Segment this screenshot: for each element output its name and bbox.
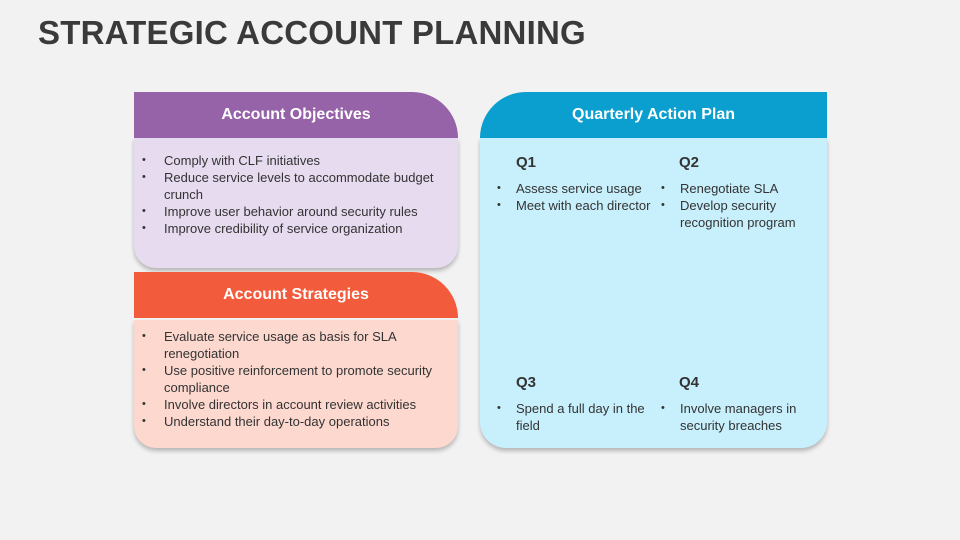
quarter-list — [659, 180, 819, 231]
quarter-q2 — [659, 154, 819, 231]
quarter-label: Q2 — [679, 154, 700, 171]
list-item: • Reduce service levels to accommodate budget crunch — [164, 169, 458, 203]
quarter-label: Q3 — [516, 374, 537, 391]
account-strategies-card — [134, 272, 458, 448]
account-objectives-list — [134, 152, 458, 237]
list-item: • Improve user behavior around security rules — [164, 203, 458, 220]
quarterly-action-plan-header — [480, 92, 827, 138]
list-item: • Involve directors in account review activities — [164, 396, 458, 413]
list-item: • Understand their day-to-day operations — [164, 413, 458, 430]
quarter-label: Q4 — [679, 374, 700, 391]
list-item: • Involve managers in security breaches — [680, 400, 819, 434]
list-item: • Spend a full day in the field — [516, 400, 655, 434]
list-item: • Develop security recognition program — [680, 197, 819, 231]
account-objectives-card — [134, 92, 458, 268]
list-item: • Comply with CLF initiatives — [164, 152, 458, 169]
list-item: • Evaluate service usage as basis for SLA renegotiation — [164, 328, 458, 362]
quarter-list — [659, 400, 819, 434]
list-item: • Renegotiate SLA — [680, 180, 819, 197]
list-item: • Use positive reinforcement to promote security compliance — [164, 362, 458, 396]
quarter-q1 — [495, 154, 655, 214]
quarter-label: Q1 — [516, 154, 537, 171]
quarter-q4 — [659, 374, 819, 434]
account-strategies-body — [134, 320, 458, 448]
quarterly-action-plan-heading: Quarterly Action Plan — [572, 106, 735, 123]
list-item: • Assess service usage — [516, 180, 655, 197]
account-strategies-list — [134, 328, 458, 430]
account-objectives-header — [134, 92, 458, 138]
account-objectives-body — [134, 138, 458, 268]
quarter-list — [495, 400, 655, 434]
quarter-list — [495, 180, 655, 214]
quarter-q3 — [495, 374, 655, 434]
list-item: • Improve credibility of service organization — [164, 220, 458, 237]
account-objectives-heading: Account Objectives — [221, 106, 371, 123]
account-strategies-header — [134, 272, 458, 318]
account-strategies-heading: Account Strategies — [223, 286, 369, 303]
quarterly-action-plan-body — [480, 138, 827, 448]
list-item: • Meet with each director — [516, 197, 655, 214]
quarterly-action-plan-panel — [480, 92, 827, 448]
page-title: STRATEGIC ACCOUNT PLANNING — [38, 14, 586, 51]
